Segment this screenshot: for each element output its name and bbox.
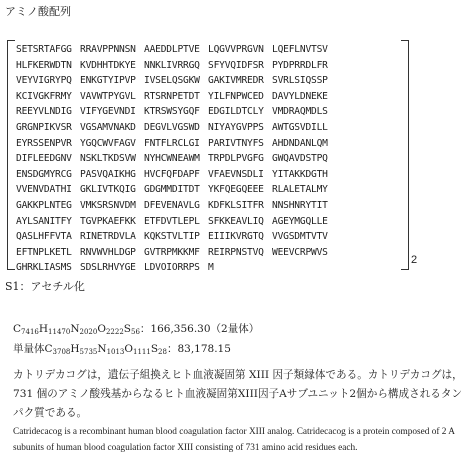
sequence-block: GRGNPIKVSR [16, 121, 72, 133]
sequence-block: SFKKEAVLIQ [208, 215, 264, 227]
sequence-block: VIFYGEVNDI [80, 106, 136, 118]
sequence-block: GAKIVMREDR [208, 75, 264, 87]
sequence-block: WEEVCRPWVS [272, 246, 328, 258]
sequence-block: EFTNPLKETL [16, 246, 72, 258]
description-english: Catridecacog is a recombinant human blood coagulation factor XIII analog. Catridecacog is a protein composed of 2 A subunits of human blood coagulation factor XIII consisting of 731 amino acid residues each. [13, 427, 455, 453]
sequence-row [16, 58, 402, 74]
sequence-block: RLALETALMY [272, 184, 328, 196]
sequence-block: DAVYLDNEKE [272, 90, 328, 102]
sequence-block: REIRPNSTVQ [208, 246, 264, 258]
sequence-block: IVSELQSGKW [144, 75, 200, 87]
sequence-block: GDGMMDITDT [144, 184, 200, 196]
sequence-block: SFYVQIDFSR [208, 59, 264, 71]
sequence-block: PARIVTNYFS [208, 137, 264, 149]
sequence-block: TGVPKAEFKK [80, 215, 136, 227]
sequence-block: ENKGTYIPVP [80, 75, 136, 87]
formula-subscript: 1111 [133, 348, 151, 356]
sequence-block: PYDPRRDLFR [272, 59, 328, 71]
sequence-block: FNTFLRCLGI [144, 137, 200, 149]
formula-subscript: 2222 [105, 328, 124, 336]
sequence-block: EDGILDTCLY [208, 106, 264, 118]
sequence-block: RINETRDVLA [80, 231, 136, 243]
formula-text: N [70, 323, 80, 335]
sequence-bracket-right [401, 40, 409, 270]
sequence-row [16, 151, 402, 167]
formula-text: H [70, 343, 80, 355]
section-heading-amino-acid-sequence: アミノ酸配列 [5, 5, 71, 18]
sequence-row [16, 89, 402, 105]
sequence-block: EYRSSENPVR [16, 137, 72, 149]
sequence-row [16, 120, 402, 136]
s1-modification-label: S1：アセチル化 [5, 280, 85, 293]
sequence-block [272, 260, 336, 276]
sequence-row [16, 198, 402, 214]
sequence-block: RRAVPPNNSN [80, 44, 136, 55]
formula-text: H [38, 323, 49, 335]
chain-count-label: 2 [411, 254, 418, 266]
formula-text: S [123, 323, 131, 335]
formula-text: 単量体C [13, 343, 53, 355]
sequence-block: YILFNPWCED [208, 90, 264, 102]
formula-subscript: 3708 [52, 348, 71, 356]
sequence-block: AGEYMGQLLE [272, 215, 328, 227]
sequence-block: LQEFLNVTSV [272, 44, 328, 55]
molecular-weight-dimer: ：166,356.30（2量体） [139, 323, 260, 335]
formula-text: C [13, 323, 22, 335]
sequence-block: RTSRNPETDT [144, 90, 200, 102]
sequence-block: RNVWVHLDGP [80, 246, 136, 258]
sequence-block: ENSDGMYRCG [16, 168, 72, 180]
formula-subscript: 2020 [79, 328, 98, 336]
formula-text: O [124, 343, 133, 355]
sequence-block: AAEDDLPTVE [144, 44, 200, 55]
sequence-block: SETSRTAFGG [16, 44, 72, 55]
amino-acid-sequence-grid [16, 42, 402, 276]
sequence-row [16, 214, 402, 230]
sequence-block: VMKSRSNVDM [80, 199, 136, 211]
sequence-block: TRPDLPVGFG [208, 153, 264, 165]
sequence-block: NNKLIVRRGQ [144, 59, 200, 71]
sequence-block: VAVWTPYGVL [80, 90, 136, 102]
sequence-row [16, 245, 402, 261]
molecular-formula-monomer [13, 341, 231, 356]
sequence-block: M [208, 262, 214, 274]
sequence-block: HVCFQFDAPF [144, 168, 200, 180]
sequence-block: LDVOIORRPS [144, 262, 200, 274]
formula-text: O [97, 323, 106, 335]
sequence-block: KTRSWSYGQF [144, 106, 200, 118]
sequence-row [16, 73, 402, 89]
formula-subscript: 56 [130, 328, 140, 336]
sequence-block: DFEVENAVLG [144, 199, 200, 211]
sequence-block: DIFLEEDGNV [16, 153, 72, 165]
sequence-bracket-left [7, 40, 15, 270]
sequence-row [16, 42, 402, 58]
sequence-block: NIYAYGVPPS [208, 121, 264, 133]
sequence-block: KQKSTVLTIP [144, 231, 200, 243]
sequence-block: SDSLRHVYGE [80, 262, 136, 274]
formula-text: N [97, 343, 107, 355]
sequence-block: SVRLSIQSSP [272, 75, 328, 87]
sequence-block: AHDNDANLQM [272, 137, 328, 149]
formula-subscript: 5735 [79, 348, 98, 356]
sequence-block: KDFKLSITFR [208, 199, 264, 211]
sequence-block: VVGSDMTVTV [272, 231, 328, 243]
sequence-block: KCIVGKFRMY [16, 90, 72, 102]
sequence-block: REEYVLNDIG [16, 106, 72, 118]
formula-subscript: 7416 [21, 328, 39, 336]
sequence-block: NNSHNRYTIT [272, 199, 328, 211]
sequence-block: VFAEVNSDLI [208, 168, 264, 180]
sequence-row [16, 104, 402, 120]
sequence-block: VGSAMVNAKD [80, 121, 136, 133]
description-japanese: カトリデカコグは，遺伝子組換えヒト血液凝固第 XIII 因子類縁体である。カトリデカコグは，731 個のアミノ酸残基からなるヒト血液凝固第XIII因子Aサブユニット2個から構成されるタンパク質である。 [13, 369, 463, 419]
sequence-block: PASVQAIKHG [80, 168, 136, 180]
formula-subscript: 28 [158, 348, 167, 356]
formula-subscript: 1013 [106, 348, 125, 356]
sequence-block: GVTRPMKKMF [144, 246, 200, 258]
sequence-block: LQGVVPRGVN [208, 44, 264, 55]
sequence-row [16, 136, 402, 152]
sequence-block: VMDRAQMDLS [272, 106, 328, 118]
sequence-block: GAKKPLNTEG [16, 199, 72, 211]
sequence-block: VEYVIGRYPQ [16, 75, 72, 87]
sequence-block: EIIIKVRGTQ [208, 231, 264, 243]
formula-subscript: 11470 [48, 328, 71, 336]
formula-text: S [150, 343, 159, 355]
sequence-block: HLFKERWDTN [16, 59, 72, 71]
sequence-block: YITAKKDGTH [272, 168, 328, 180]
sequence-block: YKFQEGQEEE [208, 184, 264, 196]
molecular-formula-dimer [13, 321, 259, 336]
sequence-block: GHRKLIASMS [16, 262, 72, 274]
sequence-block: ETFDVTLEPL [144, 215, 200, 227]
sequence-block: YGQCWVFAGV [80, 137, 136, 149]
sequence-row [16, 229, 402, 245]
sequence-block: AYLSANITFY [16, 215, 72, 227]
sequence-block: VVENVDATHI [16, 184, 72, 196]
sequence-block: GWQAVDSTPQ [272, 153, 328, 165]
sequence-row [16, 260, 402, 276]
sequence-block: NSKLTKDSVW [80, 153, 136, 165]
sequence-block: GKLIVTKQIG [80, 184, 136, 196]
sequence-block: DEGVLVGSWD [144, 121, 200, 133]
sequence-row [16, 182, 402, 198]
sequence-block: NYHCWNEAWM [144, 153, 200, 165]
sequence-block: AWTGSVDILL [272, 121, 328, 133]
molecular-weight-monomer: ：83,178.15 [166, 343, 231, 355]
sequence-block: QASLHFFVTA [16, 231, 72, 243]
sequence-block: KVDHHTDKYE [80, 59, 136, 71]
sequence-row [16, 167, 402, 183]
